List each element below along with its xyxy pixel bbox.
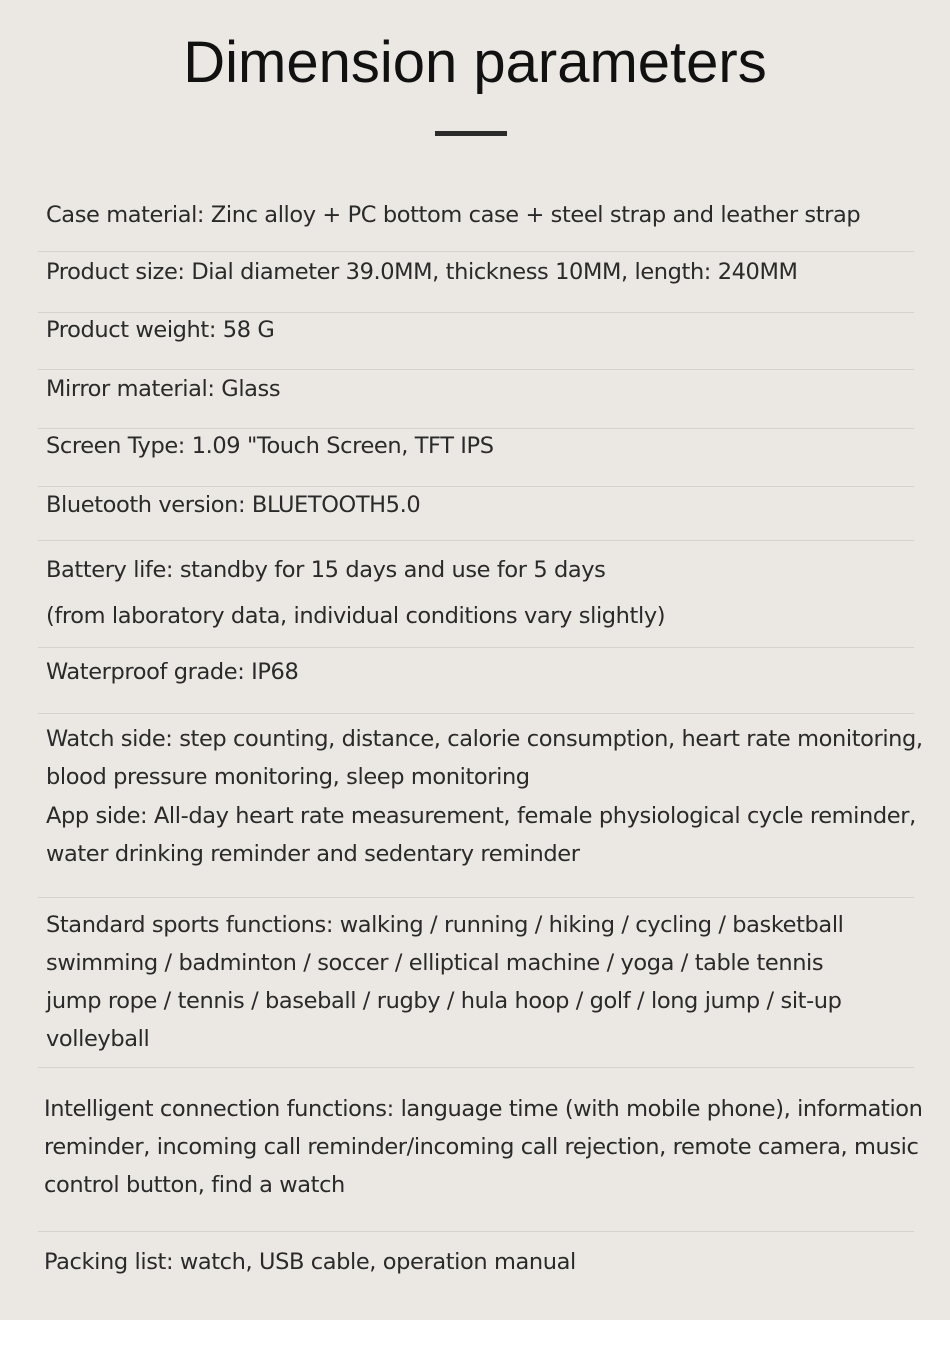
divider bbox=[38, 369, 914, 370]
divider bbox=[38, 897, 914, 898]
spec-case-material bbox=[46, 200, 926, 230]
spec-connection-line: Intelligent connection functions: language time (with mobile phone), information bbox=[44, 1096, 923, 1122]
page-title: Dimension parameters bbox=[183, 30, 767, 95]
spec-intelligent-connection bbox=[44, 1090, 924, 1204]
spec-mirror-material-text: Mirror material: Glass bbox=[46, 376, 281, 402]
divider bbox=[38, 540, 914, 541]
spec-sports-line: swimming / badminton / soccer / elliptical machine / yoga / table tennis bbox=[46, 950, 824, 976]
spec-battery-life bbox=[46, 554, 926, 632]
spec-functions-line: App side: All-day heart rate measurement, female physiological cycle reminder, bbox=[46, 802, 916, 829]
spec-product-weight-text: Product weight: 58 G bbox=[46, 317, 275, 343]
spec-functions-line: blood pressure monitoring, sleep monitoring bbox=[46, 764, 530, 791]
divider bbox=[38, 1067, 914, 1068]
spec-case-material-text: Case material: Zinc alloy + PC bottom case + steel strap and leather strap bbox=[46, 202, 861, 228]
divider bbox=[38, 251, 914, 252]
spec-product-size-text: Product size: Dial diameter 39.0MM, thickness 10MM, length: 240MM bbox=[46, 259, 798, 285]
spec-connection-line: reminder, incoming call reminder/incoming call rejection, remote camera, music bbox=[44, 1134, 919, 1160]
spec-product-weight bbox=[46, 315, 926, 345]
spec-functions-line: water drinking reminder and sedentary reminder bbox=[46, 840, 580, 867]
spec-screen-type bbox=[46, 431, 926, 461]
spec-connection-line: control button, find a watch bbox=[44, 1172, 345, 1198]
spec-battery-life-note: (from laboratory data, individual conditions vary slightly) bbox=[46, 603, 666, 629]
spec-sports-functions bbox=[46, 906, 926, 1058]
divider bbox=[38, 428, 914, 429]
divider bbox=[38, 312, 914, 313]
divider bbox=[38, 713, 914, 714]
spec-packing-list-text: Packing list: watch, USB cable, operation manual bbox=[44, 1249, 576, 1275]
spec-waterproof-grade-text: Waterproof grade: IP68 bbox=[46, 659, 299, 685]
spec-sports-line: volleyball bbox=[46, 1026, 150, 1052]
divider bbox=[38, 486, 914, 487]
title-underline bbox=[435, 131, 507, 136]
spec-sports-line: Standard sports functions: walking / running / hiking / cycling / basketball bbox=[46, 912, 844, 938]
spec-packing-list bbox=[44, 1247, 924, 1277]
spec-battery-life-line: Battery life: standby for 15 days and use for 5 days bbox=[46, 557, 606, 583]
spec-bluetooth-version-text: Bluetooth version: BLUETOOTH5.0 bbox=[46, 492, 421, 518]
spec-mirror-material bbox=[46, 374, 926, 404]
spec-bluetooth-version bbox=[46, 490, 926, 520]
spec-product-size bbox=[46, 257, 926, 287]
spec-sports-line: jump rope / tennis / baseball / rugby / hula hoop / golf / long jump / sit-up bbox=[46, 988, 842, 1014]
spec-functions-line: Watch side: step counting, distance, calorie consumption, heart rate monitoring, bbox=[46, 726, 923, 752]
spec-screen-type-text: Screen Type: 1.09 "Touch Screen, TFT IPS bbox=[46, 433, 494, 459]
spec-waterproof-grade bbox=[46, 657, 926, 687]
spec-functions bbox=[46, 720, 926, 873]
divider bbox=[38, 1231, 914, 1232]
divider bbox=[38, 647, 914, 648]
